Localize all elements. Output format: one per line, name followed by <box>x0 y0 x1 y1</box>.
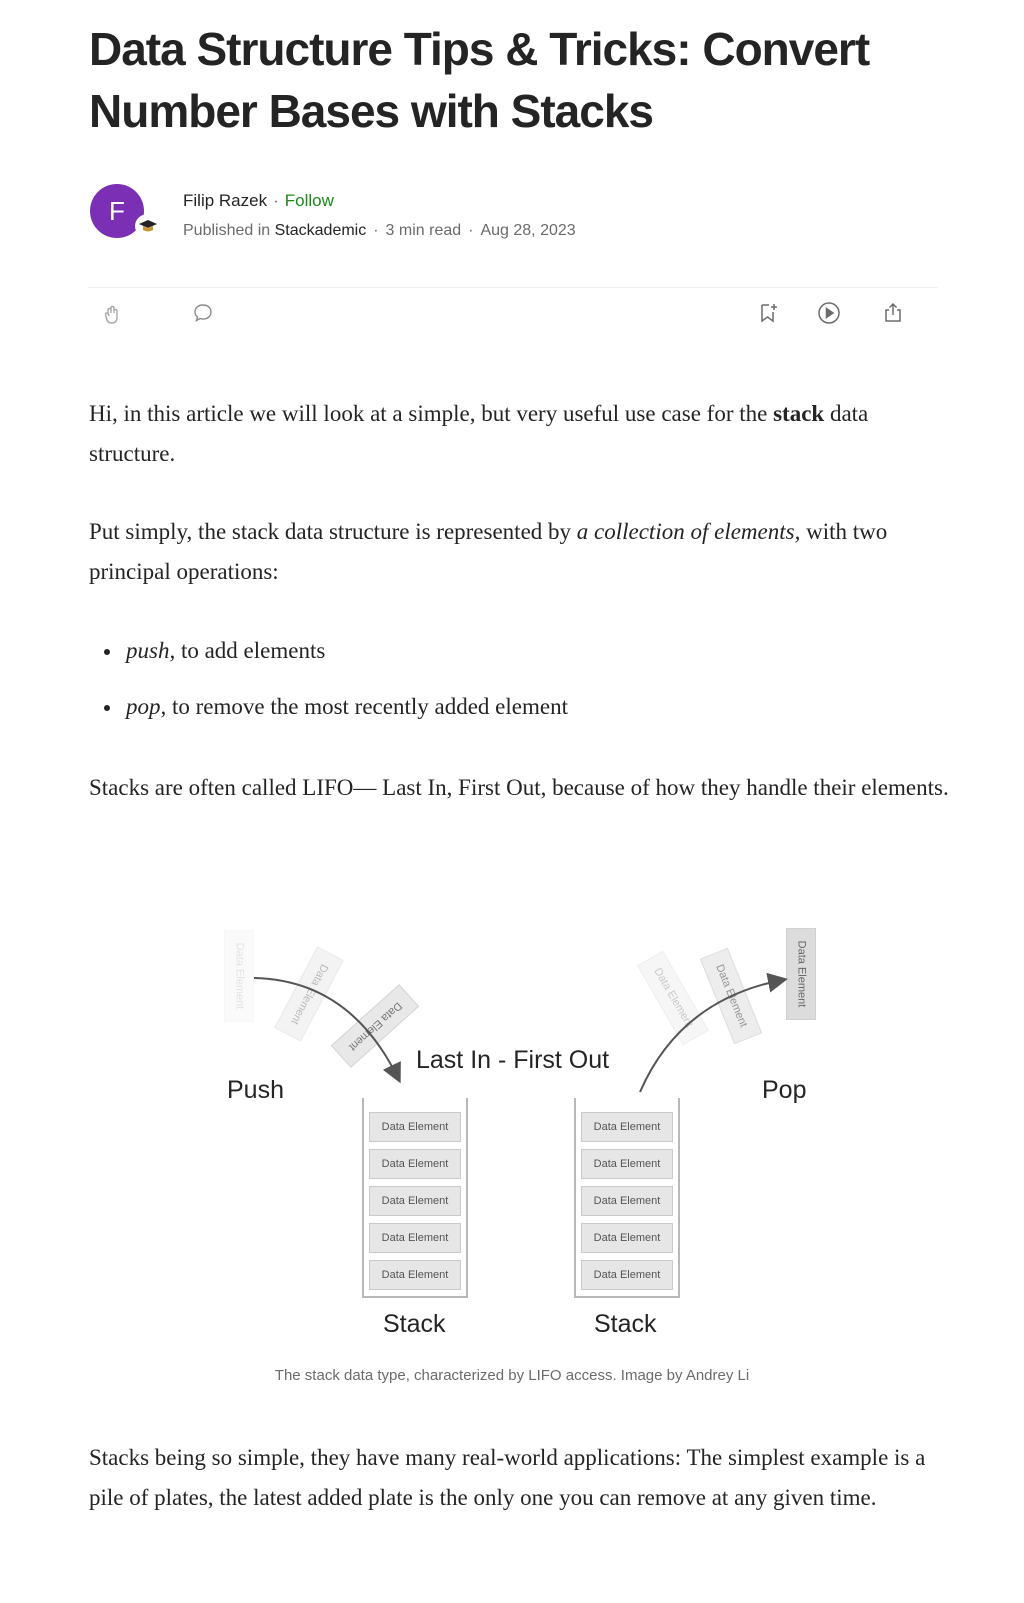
author-line <box>183 191 334 211</box>
paragraph-text: Hi, in this article we will look at a simple, but very useful use case for the <box>89 401 768 426</box>
list-item-push <box>104 635 924 667</box>
lifo-diagram <box>210 930 830 1350</box>
paragraph-text: data structure. <box>89 401 869 466</box>
paragraph-text: with two principal operations: <box>89 519 888 584</box>
right-stack <box>574 1098 680 1298</box>
paragraph-applications: Stacks being so simple, they have many real-world applications: The simplest example is a pile of plates, the latest added plate is the only one you can remove at any given time. <box>89 1445 926 1510</box>
stack-cell: Data Element <box>369 1186 461 1216</box>
stack-cell: Data Element <box>369 1223 461 1253</box>
arrows <box>210 930 830 1130</box>
stack-cell: Data Element <box>581 1112 673 1142</box>
moving-element-label: Data Element <box>346 999 404 1053</box>
bold-text: stack <box>773 401 825 426</box>
separator-dot: · <box>273 191 279 210</box>
list-item-text: to add elements <box>180 638 326 663</box>
lifo-label: Last In - First Out <box>416 1046 610 1074</box>
separator-dot: · <box>373 222 379 239</box>
divider <box>88 287 938 288</box>
list-item-text: to remove the most recently added element <box>172 694 568 719</box>
stack-cell: Data Element <box>581 1149 673 1179</box>
read-time: 3 min read <box>385 222 462 239</box>
italic-text: push, <box>126 638 176 663</box>
follow-button[interactable]: Follow <box>284 191 334 210</box>
left-stack <box>362 1098 468 1298</box>
italic-text: pop, <box>126 694 167 719</box>
ghost-element-label: Data Element <box>233 942 245 1010</box>
clap-icon[interactable] <box>98 300 128 330</box>
popped-element-label: Data Element <box>795 940 807 1008</box>
publication-link[interactable]: Stackademic <box>274 222 367 239</box>
avatar-letter: F <box>109 195 125 226</box>
pop-label: Pop <box>762 1076 807 1104</box>
paragraph-text: Put simply, the stack data structure is represented by <box>89 519 572 544</box>
stack-label-right: Stack <box>594 1310 657 1338</box>
stack-cell: Data Element <box>369 1149 461 1179</box>
author-name[interactable]: Filip Razek <box>183 191 268 210</box>
bookmark-add-icon[interactable] <box>753 298 783 328</box>
separator-dot: · <box>468 222 474 239</box>
stack-cell: Data Element <box>581 1260 673 1290</box>
stack-cell: Data Element <box>369 1112 461 1142</box>
share-icon[interactable] <box>878 298 908 328</box>
play-icon[interactable] <box>814 298 844 328</box>
stack-cell: Data Element <box>369 1260 461 1290</box>
article-title: Data Structure Tips & Tricks: Convert Number Bases with Stacks <box>89 23 870 137</box>
paragraph-intro <box>89 394 949 474</box>
italic-text: a collection of elements, <box>576 519 801 544</box>
paragraph-lifo: Stacks are often called LIFO— Last In, First Out, because of how they handle their elements. <box>89 775 949 800</box>
graduation-cap-icon <box>135 214 161 238</box>
list-item-pop <box>104 691 924 723</box>
comment-icon[interactable] <box>188 298 218 328</box>
push-label: Push <box>227 1076 284 1104</box>
stack-label-left: Stack <box>383 1310 446 1338</box>
ghost-element-label: Data Element <box>651 966 695 1030</box>
stack-cell: Data Element <box>581 1223 673 1253</box>
ghost-element-label: Data Element <box>288 961 330 1027</box>
paragraph-definition <box>89 512 949 592</box>
figure-caption: The stack data type, characterized by LIFO access. Image by Andrey Li <box>274 1367 750 1384</box>
stack-cell: Data Element <box>581 1186 673 1216</box>
action-bar <box>0 296 1024 340</box>
publish-date: Aug 28, 2023 <box>480 222 576 239</box>
published-prefix: Published in <box>183 222 271 239</box>
moving-element-label: Data Element <box>712 962 750 1030</box>
meta-line <box>183 222 576 240</box>
